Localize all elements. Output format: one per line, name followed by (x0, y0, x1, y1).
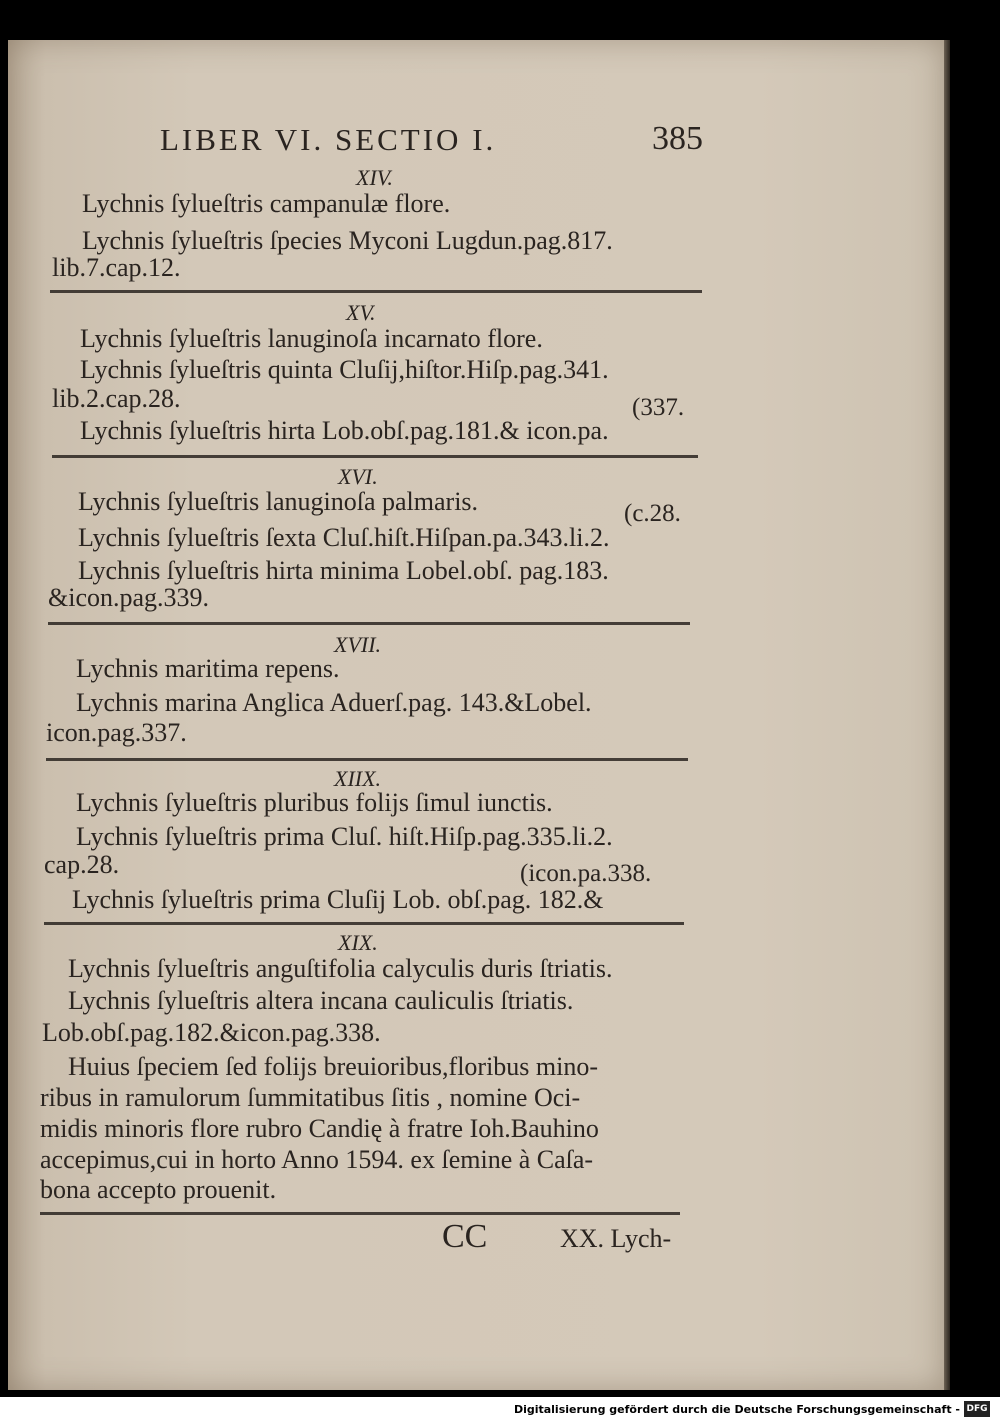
entry-line: Lychnis ſylueſtris hirta minima Lobel.obſ. pag.183. (78, 556, 609, 585)
entry-margin-ref: (icon.pa.338. (520, 860, 652, 887)
entry-line: Huius ſpeciem ſed folijs breuioribus,floribus mino- (68, 1052, 599, 1081)
entry-line: midis minoris flore rubro Candię à fratre Ioh.Bauhino (40, 1114, 599, 1143)
entry-line: bona accepto prouenit. (40, 1175, 277, 1204)
entry-line: icon.pag.337. (46, 718, 187, 747)
entry-line: Lychnis ſylueſtris lanuginoſa incarnato flore. (80, 324, 543, 353)
section-rule (50, 290, 702, 293)
section-rule (52, 455, 698, 458)
entry-line: Lychnis maritima repens. (76, 654, 340, 683)
entry-line: Lychnis ſylueſtris prima Cluſij Lob. obſ.pag. 182.& (72, 885, 604, 914)
catchword: XX. Lych- (560, 1224, 672, 1253)
section-numeral: XIIX. (334, 766, 382, 791)
entry-line: Lob.obſ.pag.182.&icon.pag.338. (42, 1018, 381, 1047)
section-rule (44, 922, 684, 925)
entry-line: Lychnis ſylueſtris hirta Lob.obſ.pag.181.& icon.pa. (80, 416, 609, 445)
section-rule (40, 1212, 680, 1215)
running-header: LIBER VI. SECTIO I. (160, 122, 497, 157)
entry-line: lib.2.cap.28. (52, 384, 181, 413)
section-numeral: XIV. (356, 165, 393, 190)
signature-mark: CC (442, 1218, 488, 1255)
entry-line: cap.28. (44, 850, 120, 879)
entry-line: Lychnis ſylueſtris altera incana cauliculis ſtriatis. (68, 986, 574, 1015)
entry-line: Lychnis ſylueſtris anguſtifolia calyculis duris ſtriatis. (68, 954, 613, 983)
entry-margin-ref: (337. (632, 394, 685, 421)
entry-line: Lychnis ſylueſtris campanulæ flore. (82, 189, 451, 218)
entry-line: Lychnis ſylueſtris ſpecies Myconi Lugdun.pag.817. (82, 226, 613, 255)
section-rule (46, 758, 688, 761)
entry-line: lib.7.cap.12. (52, 253, 181, 282)
entry-line: ribus in ramulorum ſummitatibus ſitis , nomine Oci- (40, 1083, 581, 1112)
section-numeral: XVII. (334, 632, 382, 657)
entry-margin-ref: (c.28. (624, 500, 681, 527)
entry-line: Lychnis marina Anglica Aduerſ.pag. 143.&Lobel. (76, 688, 592, 717)
entry-line: accepimus,cui in horto Anno 1594. ex ſemine à Caſa- (40, 1145, 594, 1174)
section-numeral: XV. (346, 300, 376, 325)
section-numeral: XIX. (338, 930, 378, 955)
entry-line: &icon.pag.339. (48, 583, 210, 612)
entry-line: Lychnis ſylueſtris quinta Cluſij,hiſtor.Hiſp.pag.341. (80, 355, 609, 384)
section-rule (48, 622, 690, 625)
entry-line: Lychnis ſylueſtris ſexta Cluſ.hiſt.Hiſpan.pa.343.li.2. (78, 523, 610, 552)
section-numeral: XVI. (338, 464, 378, 489)
credit-text: Digitalisierung gefördert durch die Deutsche Forschungsgemeinschaft - (513, 1403, 960, 1416)
entry-line: Lychnis ſylueſtris prima Cluſ. hiſt.Hiſp.pag.335.li.2. (76, 822, 613, 851)
page-edge (944, 40, 950, 1390)
dfg-logo: DFG (964, 1401, 990, 1417)
page-number: 385 (652, 120, 703, 157)
entry-line: Lychnis ſylueſtris pluribus folijs ſimul iunctis. (76, 788, 553, 817)
entry-line: Lychnis ſylueſtris lanuginoſa palmaris. (78, 487, 479, 516)
